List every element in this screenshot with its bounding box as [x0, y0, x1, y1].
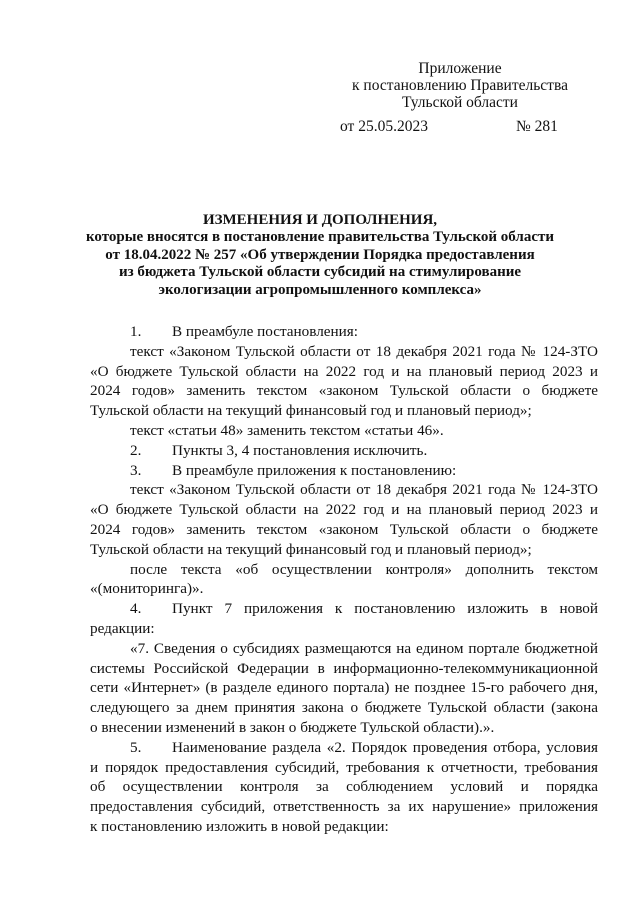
paragraph-line: к постановлению изложить в новой редакции: [90, 817, 389, 835]
paragraph-line: «(мониторинга)». [90, 580, 204, 598]
quote-line: следующего за днем принятия закона о бюджете Тульской области (закона [90, 699, 598, 717]
item-number: 5. [130, 738, 142, 756]
item-number: 4. [130, 600, 142, 618]
paragraph-line: «О бюджете Тульской области на 2022 год и на плановый период 2023 и [90, 501, 598, 519]
numbered-item [90, 599, 598, 619]
paragraph-line: Тульской области на текущий финансовый год и плановый период»; [90, 540, 532, 558]
paragraph-line: 2024 годов» заменить текстом «законом Тульской области о бюджете [90, 382, 598, 400]
item-text: Пункты 3, 4 постановления исключить. [172, 441, 428, 459]
paragraph-line: текст «статьи 48» заменить текстом «статьи 46». [130, 421, 444, 439]
item-number: 2. [130, 441, 142, 459]
title-line: экологизации агропромышленного комплекса» [158, 281, 482, 298]
numbered-item [90, 461, 598, 481]
paragraph-line: и порядок предоставления субсидий, требования к отчетности, требования [90, 758, 598, 776]
title-line: из бюджета Тульской области субсидий на стимулирование [118, 264, 522, 281]
item-text: В преамбуле приложения к постановлению: [172, 461, 457, 479]
paragraph-line: 2024 годов» заменить текстом «законом Тульской области о бюджете [90, 520, 598, 538]
appendix-header [330, 60, 590, 111]
document-title [80, 212, 560, 299]
quote-line: сети «Интернет» (в разделе единого портала) не позднее 15-го рабочего дня, [90, 679, 598, 697]
paragraph-line: текст «Законом Тульской области от 18 декабря 2021 года № 124-ЗТО [130, 342, 598, 360]
paragraph-line: редакции: [90, 619, 155, 637]
paragraph-line: об осуществлении контроля за соблюдением условий и порядка [90, 778, 598, 796]
decree-number: № 281 [516, 118, 558, 135]
item-number: 1. [130, 323, 142, 340]
quote-line: «7. Сведения о субсидиях размещаются на едином портале бюджетной [130, 639, 598, 657]
title-line: которые вносятся в постановление правительства Тульской области [85, 229, 555, 246]
paragraph-line: «О бюджете Тульской области на 2022 год и на плановый период 2023 и [90, 362, 598, 380]
appendix-line: к постановлению Правительства [352, 77, 568, 94]
paragraph-line: Тульской области на текущий финансовый год и плановый период»; [90, 402, 532, 420]
paragraph-line: текст «Законом Тульской области от 18 декабря 2021 года № 124-ЗТО [130, 481, 598, 499]
numbered-item [90, 441, 598, 461]
numbered-item [90, 738, 598, 758]
quote-line: о внесении изменений в закон о бюджете Тульской области).». [90, 718, 495, 736]
item-text: В преамбуле постановления: [172, 323, 358, 340]
document-body [90, 322, 598, 837]
quote-line: системы Российской Федерации в информационно-телекоммуникационной [90, 659, 598, 677]
appendix-line: Приложение [418, 60, 502, 77]
paragraph-line: после текста «об осуществлении контроля» дополнить текстом [130, 560, 598, 578]
paragraph-line: предоставления субсидий, ответственность за их нарушение» приложения [90, 798, 598, 816]
item-number: 3. [130, 461, 142, 479]
item-text: Наименование раздела «2. Порядок проведения отбора, условия [172, 738, 598, 756]
title-line: от 18.04.2022 № 257 «Об утверждении Порядка предоставления [105, 246, 535, 263]
appendix-line: Тульской области [402, 94, 518, 111]
decree-date: от 25.05.2023 [340, 118, 428, 135]
item-text: Пункт 7 приложения к постановлению изложить в новой [172, 600, 598, 618]
numbered-item [90, 322, 598, 342]
title-line: ИЗМЕНЕНИЯ И ДОПОЛНЕНИЯ, [202, 212, 438, 228]
